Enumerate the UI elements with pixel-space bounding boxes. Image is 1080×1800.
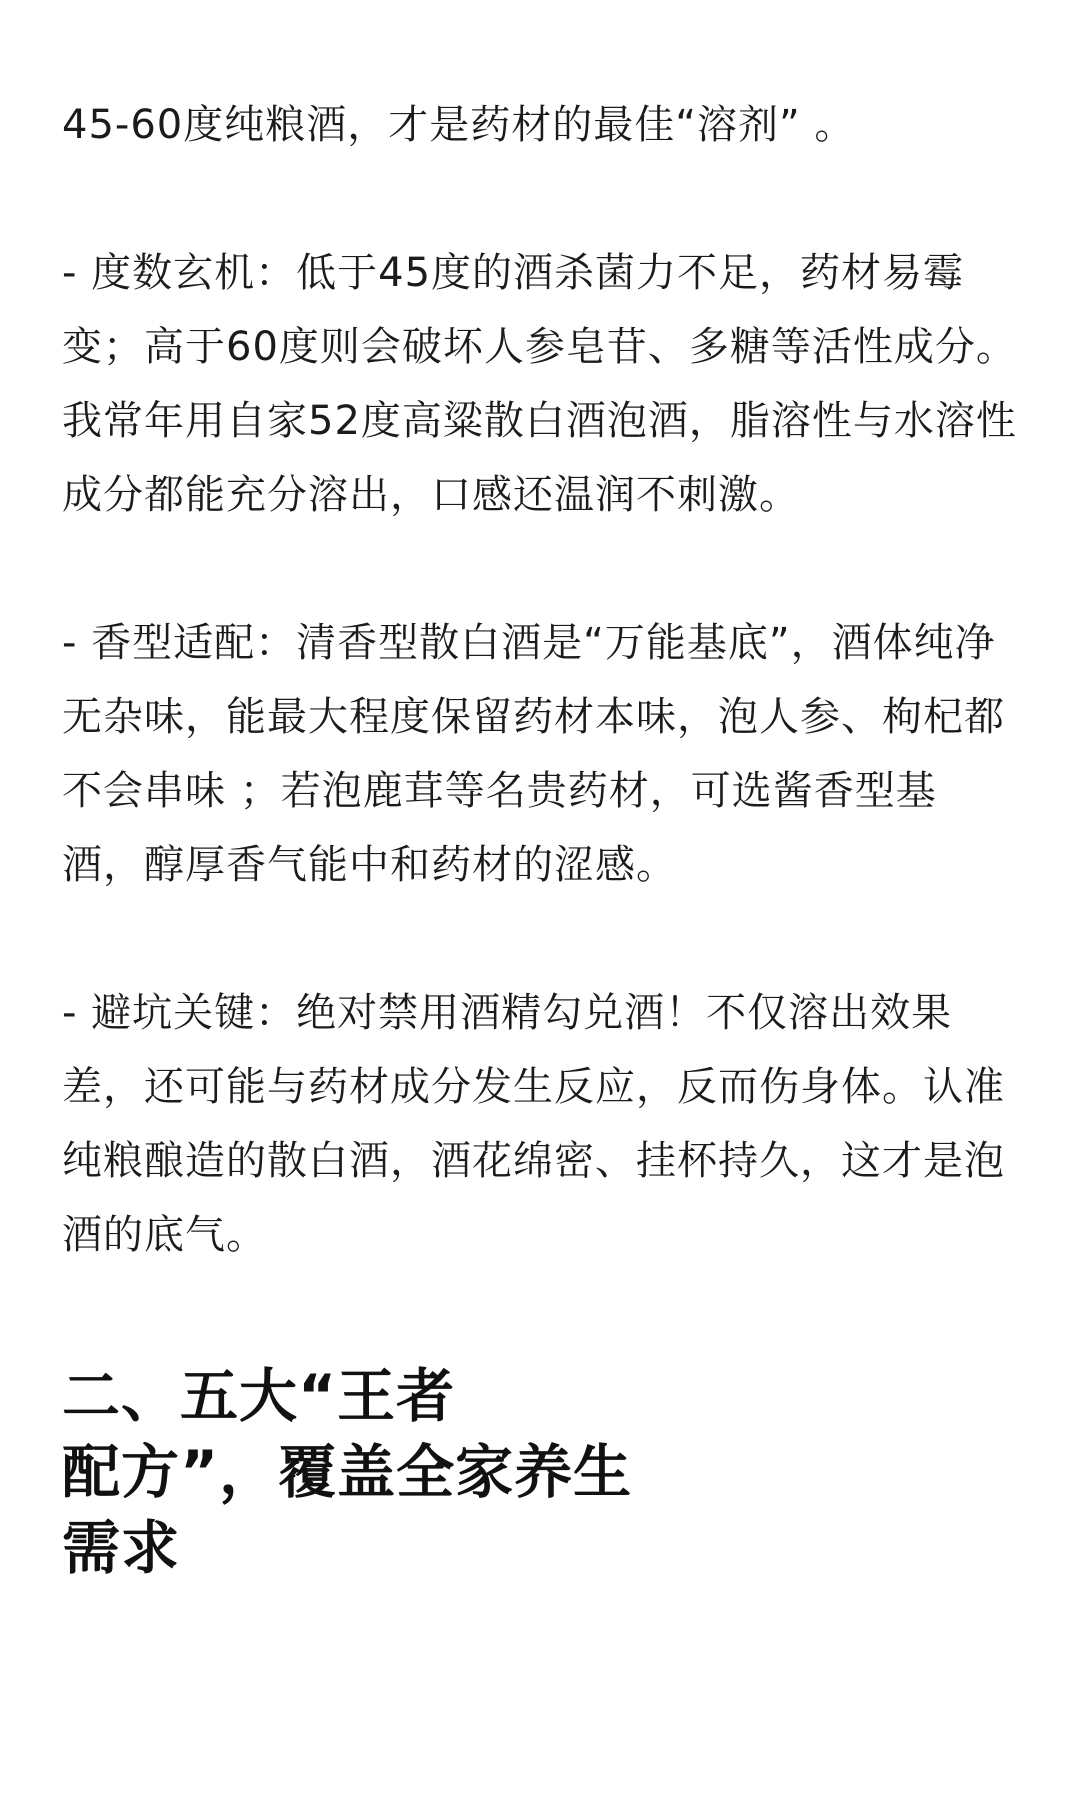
- section-heading-line-2: 配方”，覆盖全家养生: [62, 1438, 633, 1506]
- bullet-alcohol-strength: - 度数玄机：低于45度的酒杀菌力不足，药材易霉变；高于60度则会破坏人参皂苷、多糖等活性成分。我常年用自家52度高粱散白酒泡酒，脂溶性与水溶性成分都能充分溶出，口感还温润不刺激。: [62, 250, 1017, 518]
- bullet-pitfall-key: - 避坑关键：绝对禁用酒精勾兑酒！不仅溶出效果差，还可能与药材成分发生反应，反而伤身体。认准纯粮酿造的散白酒，酒花绵密、挂杯持久，这才是泡酒的底气。: [62, 990, 1005, 1258]
- intro-paragraph: 45-60度纯粮酒，才是药材的最佳“溶剂” 。: [62, 102, 856, 148]
- section-heading-line-3: 需求: [62, 1514, 181, 1582]
- section-heading: [62, 1358, 702, 1586]
- section-heading-line-1: 二、五大“王者: [62, 1362, 456, 1430]
- bullet-aroma-type: - 香型适配：清香型散白酒是“万能基底”，酒体纯净无杂味，能最大程度保留药材本味，泡人参、枸杞都不会串味 ；若泡鹿茸等名贵药材，可选酱香型基酒，醇厚香气能中和药材的涩感。: [62, 620, 1005, 888]
